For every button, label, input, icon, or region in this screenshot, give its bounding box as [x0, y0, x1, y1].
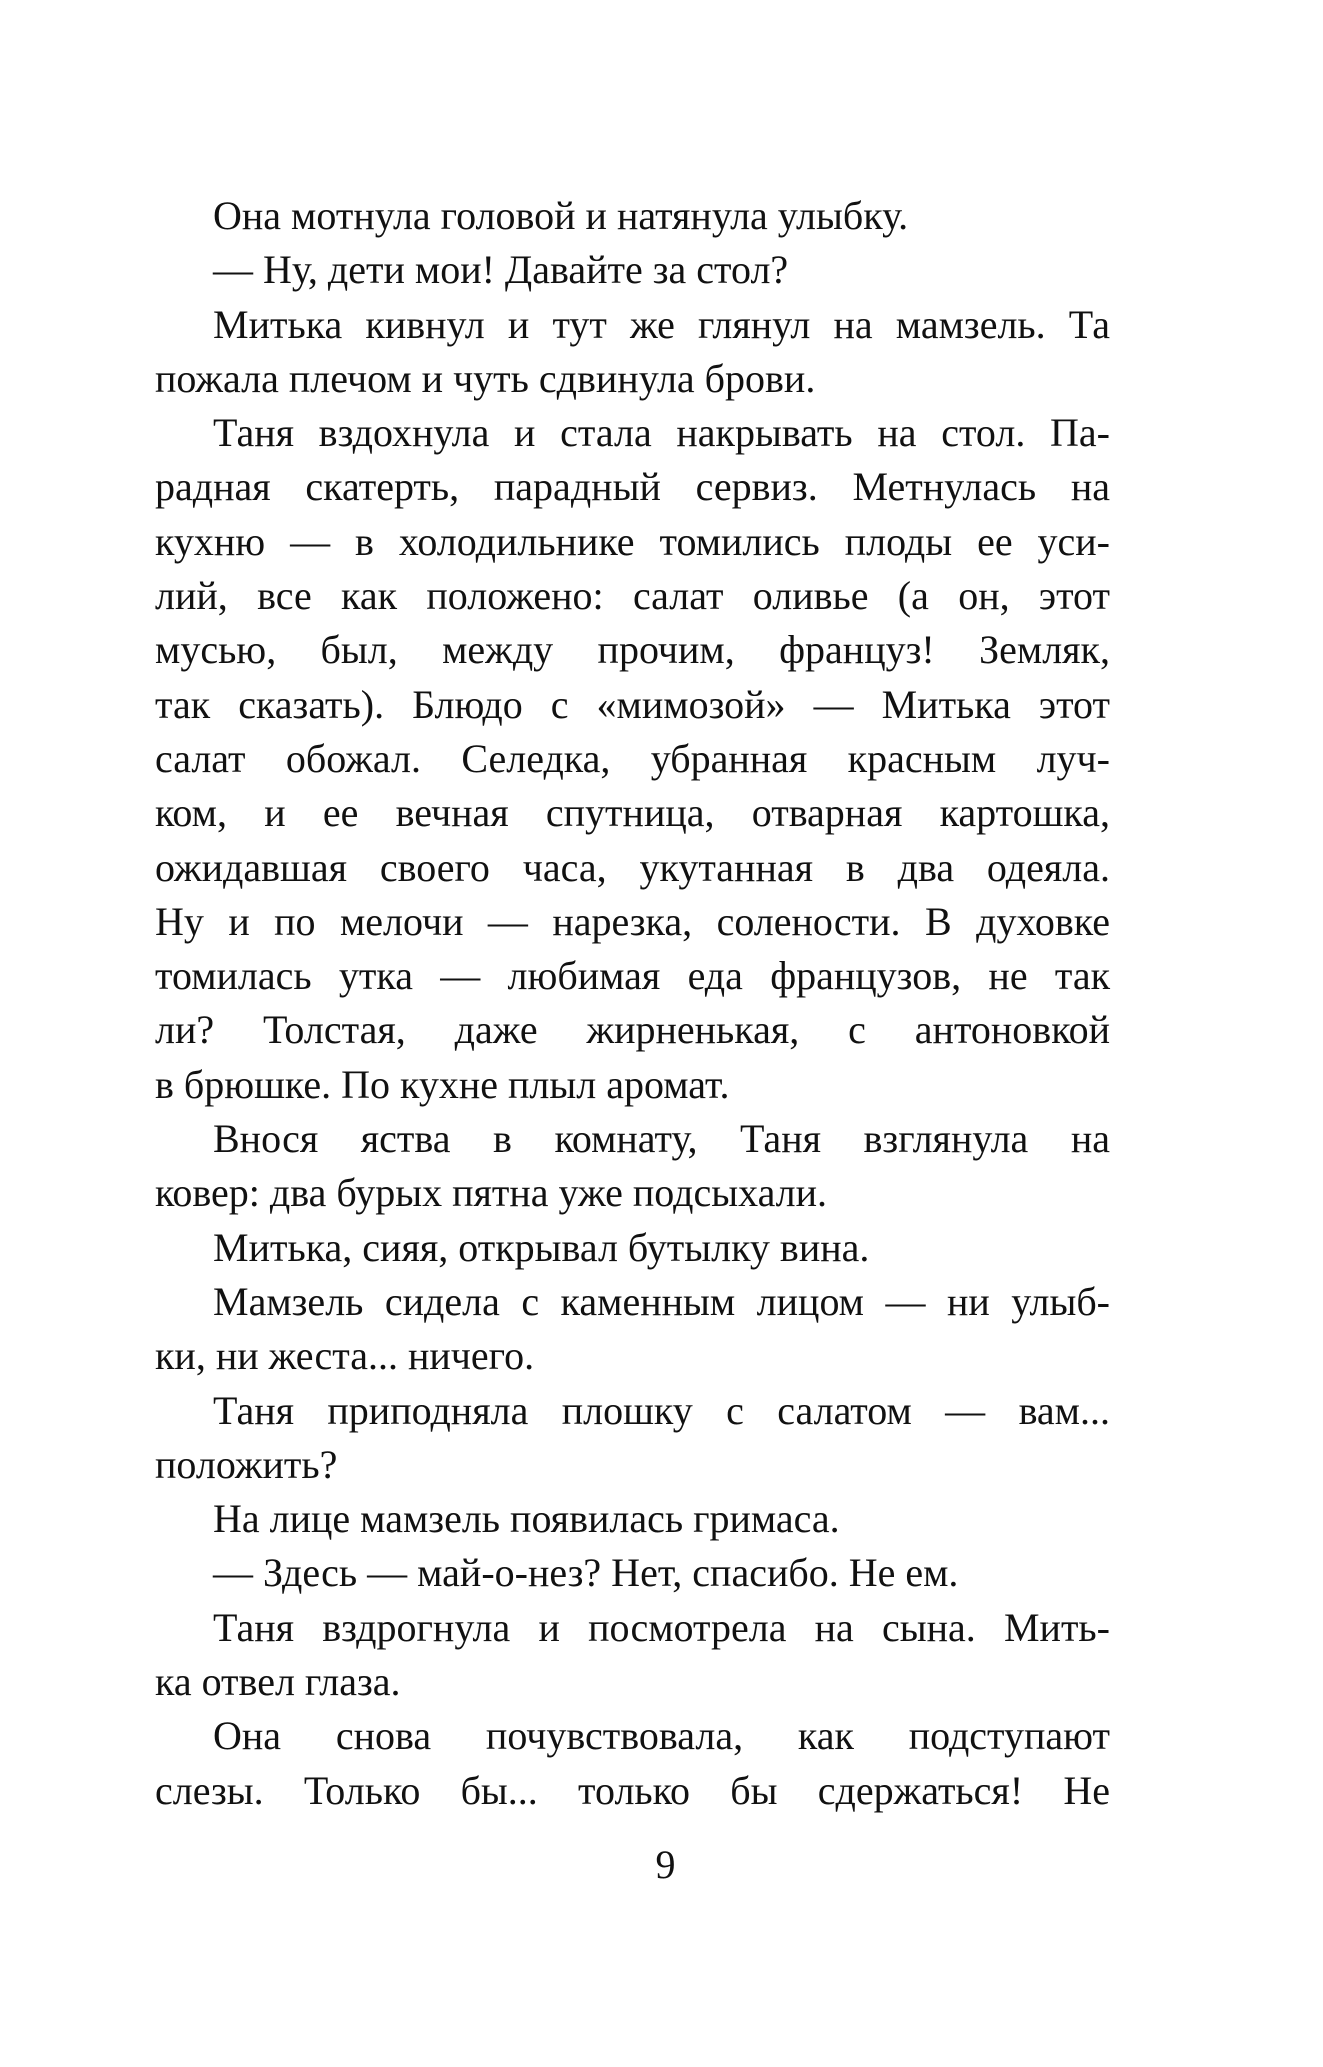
text-line: Она снова почувствовала, как подступают — [213, 1713, 1110, 1759]
text-line: Таня вздохнула и стала накрывать на стол. Па- — [213, 410, 1110, 456]
text-line: ковер: два бурых пятна уже подсыхали. — [155, 1170, 828, 1216]
text-line: пожала плечом и чуть сдвинула брови. — [155, 355, 816, 401]
text-line: салат обожал. Селедка, убранная красным луч- — [155, 735, 1110, 781]
text-line: — Здесь — май-о-нез? Нет, спасибо. Не ем. — [213, 1550, 959, 1596]
text-line: радная скатерть, парадный сервиз. Метнулась на — [155, 464, 1110, 510]
text-line: так сказать). Блюдо с «мимозой» — Митька этот — [155, 681, 1110, 727]
text-line: Мамзель сидела с каменным лицом — ни улыб- — [213, 1278, 1110, 1324]
text-line: ки, ни жеста... ничего. — [155, 1333, 535, 1379]
text-line: ожидавшая своего часа, укутанная в два одеяла. — [155, 844, 1110, 890]
text-line: лий, все как положено: салат оливье (а он, этот — [155, 573, 1110, 619]
text-line: — Ну, дети мои! Давайте за стол? — [213, 247, 789, 293]
page-number: 9 — [655, 1842, 676, 1887]
text-line: ка отвел глаза. — [155, 1659, 401, 1705]
text-line: Она мотнула головой и натянула улыбку. — [213, 193, 909, 238]
text-line: в брюшке. По кухне плыл аромат. — [155, 1061, 730, 1107]
text-line: Таня вздрогнула и посмотрела на сына. Мить- — [213, 1604, 1110, 1650]
text-line: Таня приподняла плошку с салатом — вам... — [213, 1387, 1110, 1433]
page-body-text — [155, 189, 1110, 1818]
text-line: слезы. Только бы... только бы сдержаться! Не — [155, 1767, 1110, 1813]
text-line: ком, и ее вечная спутница, отварная картошка, — [155, 790, 1110, 836]
text-line: томилась утка — любимая еда французов, не так — [155, 953, 1110, 999]
text-line: мусью, был, между прочим, француз! Земляк, — [155, 627, 1110, 673]
text-line: Митька кивнул и тут же глянул на мамзель. Та — [213, 301, 1110, 347]
text-line: кухню — в холодильнике томились плоды ее уси- — [155, 518, 1110, 564]
text-line: На лице мамзель появилась гримаса. — [213, 1496, 840, 1542]
text-line: Внося яства в комнату, Таня взглянула на — [213, 1116, 1110, 1162]
text-line: положить? — [155, 1441, 338, 1487]
text-line: Ну и по мелочи — нарезка, солености. В духовке — [155, 898, 1110, 944]
text-line: Митька, сияя, открывал бутылку вина. — [213, 1224, 870, 1270]
text-line: ли? Толстая, даже жирненькая, с антоновкой — [155, 1007, 1110, 1053]
